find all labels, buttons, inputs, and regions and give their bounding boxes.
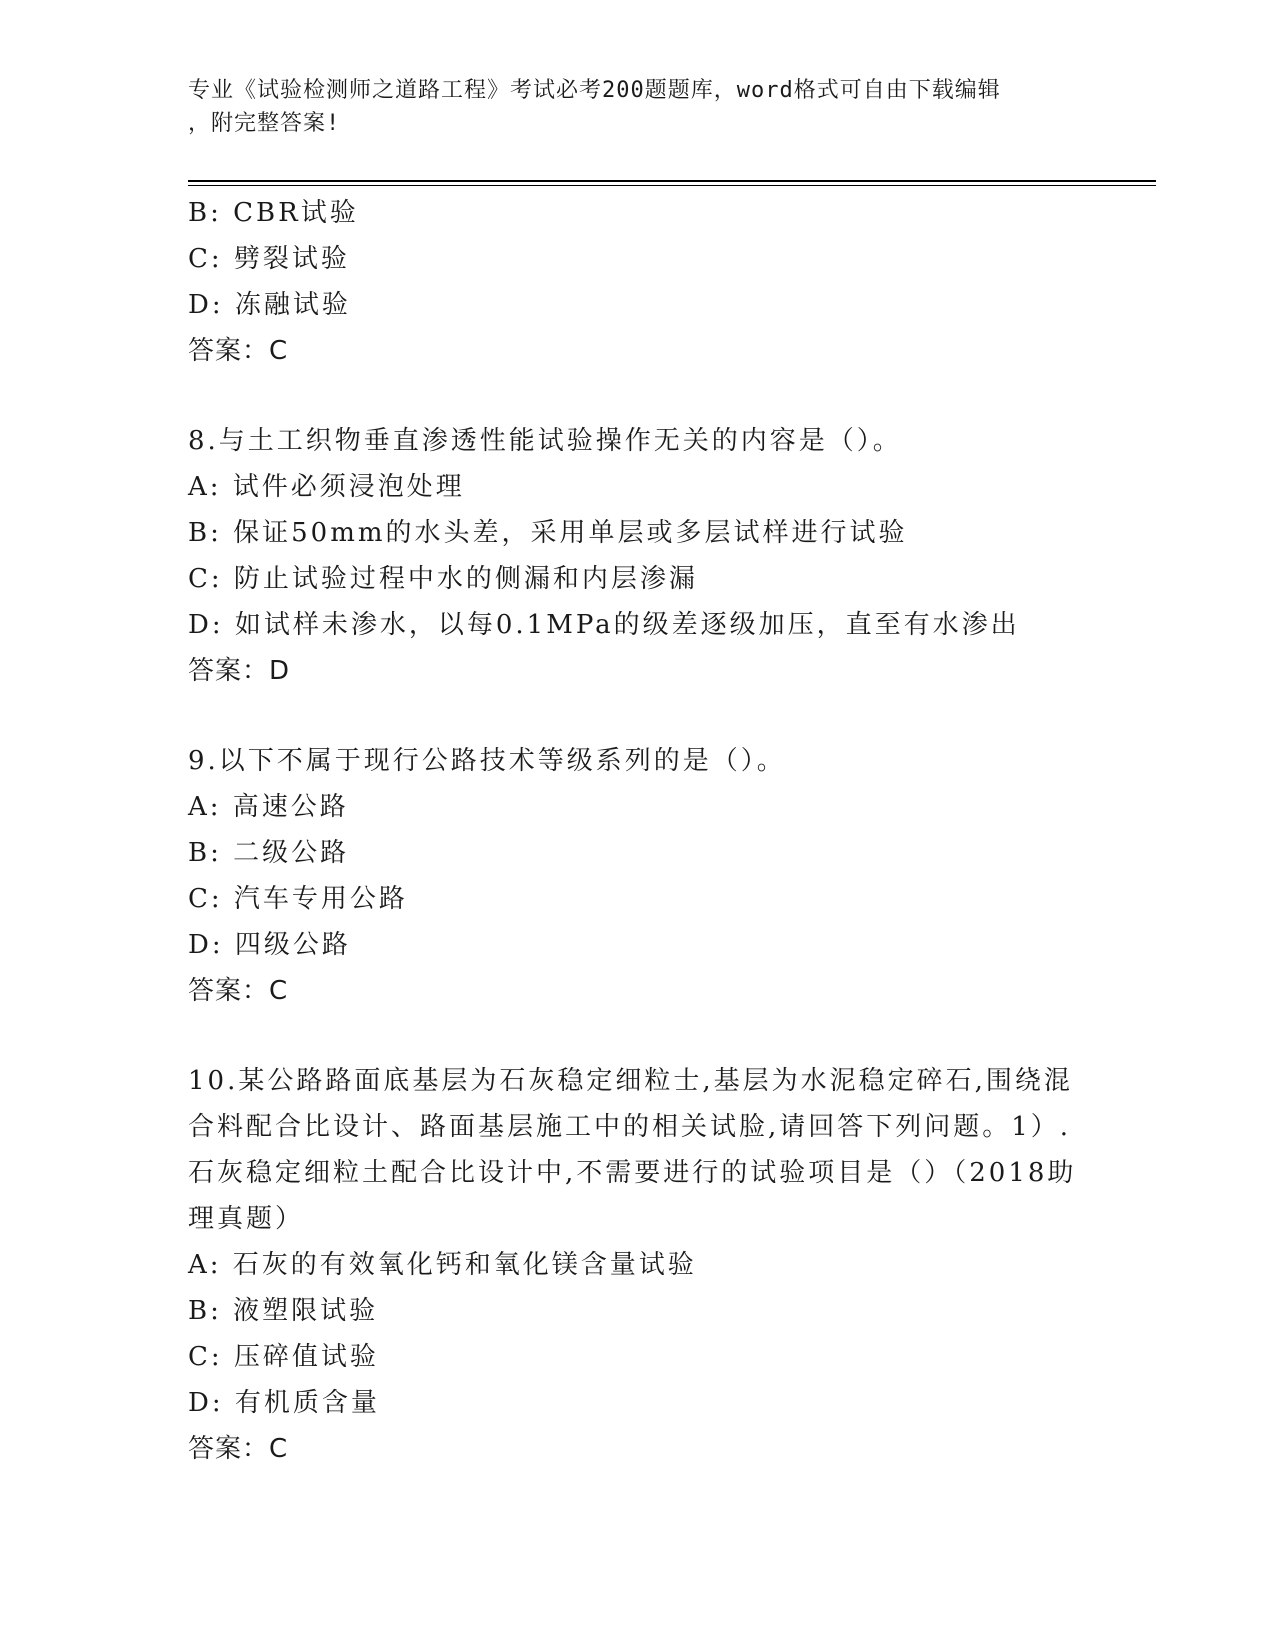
question-text: 8.与土工织物垂直渗透性能试验操作无关的内容是（）。 bbox=[188, 426, 902, 456]
option-b: B: 保证50mm的水头差，采用单层或多层试样进行试验 bbox=[188, 518, 908, 548]
option-d: D: 四级公路 bbox=[188, 930, 351, 960]
option-a: A: 试件必须浸泡处理 bbox=[188, 472, 465, 502]
question-block-10 bbox=[188, 1058, 1088, 1472]
option-c: C: 劈裂试验 bbox=[188, 244, 350, 274]
option-c: C: 防止试验过程中水的侧漏和内层渗漏 bbox=[188, 564, 698, 594]
option-a: A: 高速公路 bbox=[188, 792, 349, 822]
block-spacer bbox=[188, 1014, 1088, 1058]
header-line-2: ，附完整答案! bbox=[188, 111, 341, 136]
answer-label: 答案：D bbox=[188, 656, 291, 686]
option-c: C: 压碎值试验 bbox=[188, 1342, 379, 1372]
option-d: D: 有机质含量 bbox=[188, 1388, 380, 1418]
question-list bbox=[188, 190, 1088, 1472]
option-b: B: 二级公路 bbox=[188, 838, 350, 868]
header-rule-thin bbox=[188, 185, 1156, 186]
option-b: B: 液塑限试验 bbox=[188, 1296, 379, 1326]
question-text-line-4: 理真题） bbox=[188, 1204, 305, 1234]
question-block-7 bbox=[188, 190, 1088, 374]
answer-label: 答案：C bbox=[188, 1434, 289, 1464]
document-header bbox=[188, 74, 1088, 140]
option-d: D: 如试样未渗水，以每0.1MPa的级差逐级加压，直至有水渗出 bbox=[188, 610, 1020, 640]
question-block-9 bbox=[188, 738, 1088, 1014]
answer-label: 答案：C bbox=[188, 336, 289, 366]
question-text-line-3: 石灰稳定细粒土配合比设计中,不需要进行的试验项目是（）（2018助 bbox=[188, 1158, 1077, 1188]
question-block-8 bbox=[188, 418, 1088, 694]
answer-label: 答案：C bbox=[188, 976, 289, 1006]
header-rule-thick bbox=[188, 180, 1156, 182]
option-c: C: 汽车专用公路 bbox=[188, 884, 408, 914]
option-a: A: 石灰的有效氧化钙和氧化镁含量试验 bbox=[188, 1250, 697, 1280]
header-line-1: 专业《试验检测师之道路工程》考试必考200题题库，word格式可自由下载编辑 bbox=[188, 78, 1001, 103]
question-text: 9.以下不属于现行公路技术等级系列的是（）。 bbox=[188, 746, 786, 776]
question-text-line-2: 合料配合比设计、路面基层施工中的相关试脸,请回答下列问题。1）. bbox=[188, 1112, 1072, 1142]
block-spacer bbox=[188, 694, 1088, 738]
option-d: D: 冻融试验 bbox=[188, 290, 351, 320]
question-text-line-1: 10.某公路路面底基层为石灰稳定细粒士,基层为水泥稳定碎石,围绕混 bbox=[188, 1066, 1073, 1096]
option-b: B: CBR试验 bbox=[188, 198, 359, 228]
block-spacer bbox=[188, 374, 1088, 418]
